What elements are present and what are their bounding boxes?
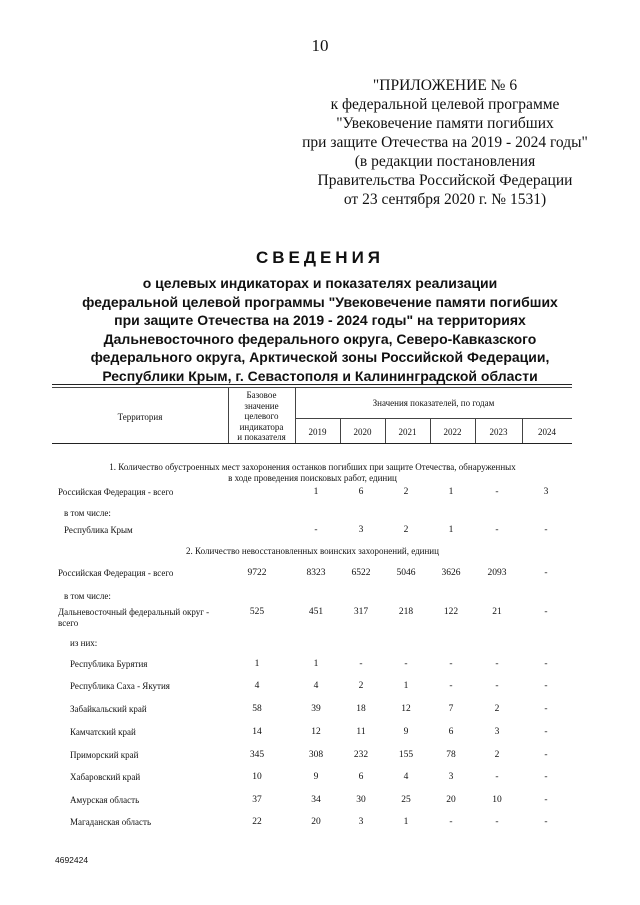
cell-year-value: 2 <box>494 750 500 760</box>
cell-year-value: - <box>314 525 318 535</box>
cell-year-value: 39 <box>311 704 321 714</box>
cell-year-value: 12 <box>401 704 411 714</box>
header-values-by-year: Значения показателей, по годам <box>372 398 495 408</box>
cell-year-value: 6522 <box>351 568 371 578</box>
cell-year-value: 3 <box>358 525 364 535</box>
appendix-line: "Увековечение памяти погибших <box>336 115 554 132</box>
appendix-line: при защите Отечества на 2019 - 2024 годы" <box>302 134 588 151</box>
cell-year-value: 78 <box>446 750 456 760</box>
cell-year-value: 2 <box>494 704 500 714</box>
row-label <box>58 487 173 498</box>
row-label-text: Дальневосточный федеральный округ - <box>58 607 210 617</box>
header-base-line: Базовое <box>246 390 277 400</box>
row-label-text: Амурская область <box>70 795 140 805</box>
cell-year-value: 10 <box>492 795 502 805</box>
cell-year-value: - <box>495 817 499 827</box>
cell-year-value: - <box>404 659 408 669</box>
cell-year-value: 6 <box>358 487 364 497</box>
cell-year-value: 3626 <box>441 568 461 578</box>
cell-year-value: 21 <box>492 607 502 617</box>
cell-year-value: 3 <box>448 772 454 782</box>
row-label <box>70 727 136 738</box>
appendix-heading <box>290 76 600 209</box>
row-label-text: Республика Крым <box>64 525 133 535</box>
cell-year-value: - <box>544 772 548 782</box>
cell-year-value: 1 <box>403 681 409 691</box>
cell-year-value: - <box>544 607 548 617</box>
cell-year-value: - <box>544 795 548 805</box>
cell-year-value: 34 <box>311 795 321 805</box>
cell-base-value: 22 <box>252 817 262 827</box>
header-year: 2024 <box>538 427 556 437</box>
header-year: 2021 <box>398 427 417 437</box>
row-label-text: Республика Саха - Якутия <box>70 681 170 691</box>
cell-year-value: 30 <box>356 795 366 805</box>
appendix-line: от 23 сентября 2020 г. № 1531) <box>343 191 547 208</box>
cell-year-value: 2093 <box>487 568 507 578</box>
row-label <box>58 607 209 629</box>
cell-year-value: 2 <box>403 525 409 535</box>
header-year: 2023 <box>489 427 508 437</box>
row-label <box>70 659 147 670</box>
cell-base-value: 1 <box>254 659 260 669</box>
subtitle-line: Дальневосточного федерального округа, Северо-Кавказского <box>103 330 537 347</box>
subtitle-line: при защите Отечества на 2019 - 2024 годы" на территориях <box>114 312 526 328</box>
cell-year-value: - <box>449 817 453 827</box>
cell-year-value: 1 <box>448 525 454 535</box>
cell-base-value: 10 <box>252 772 262 782</box>
row-label <box>70 681 170 692</box>
cell-year-value: 308 <box>308 750 324 760</box>
cell-year-value: - <box>544 817 548 827</box>
cell-year-value: 2 <box>403 487 409 497</box>
cell-year-value: 9 <box>313 772 319 782</box>
subtitle-line: федеральной целевой программы "Увековечение памяти погибших <box>82 293 558 310</box>
section-title <box>70 462 555 484</box>
section-title-line: 1. Количество обустроенных мест захоронения останков погибших при защите Отечества, обнаруженных <box>109 462 516 472</box>
row-label-text: Магаданская область <box>70 817 152 827</box>
document-subtitle <box>40 274 600 385</box>
row-label-text: Республика Бурятия <box>70 659 148 669</box>
cell-year-value: 4 <box>403 772 409 782</box>
cell-year-value: - <box>449 681 453 691</box>
cell-year-value: 3 <box>494 727 500 737</box>
row-label <box>58 568 173 579</box>
cell-year-value: 3 <box>358 817 364 827</box>
cell-year-value: - <box>544 659 548 669</box>
cell-year-value: 8323 <box>306 568 326 578</box>
row-label-text: в том числе: <box>64 508 111 518</box>
row-label <box>64 508 111 519</box>
cell-year-value: 218 <box>398 607 414 617</box>
row-label <box>70 772 140 783</box>
cell-base-value: 9722 <box>247 568 267 578</box>
row-label-text: в том числе: <box>64 591 111 601</box>
document-title: СВЕДЕНИЯ <box>255 248 385 267</box>
header-base-line: целевого <box>244 411 279 421</box>
appendix-line: к федеральной целевой программе <box>330 96 560 113</box>
row-label <box>70 817 151 828</box>
row-label <box>70 704 147 715</box>
cell-year-value: 1 <box>313 659 319 669</box>
header-base-line: значение <box>244 400 279 411</box>
row-label <box>70 750 138 761</box>
cell-year-value: 12 <box>311 727 321 737</box>
appendix-line: "ПРИЛОЖЕНИЕ № 6 <box>372 77 518 94</box>
header-year: 2020 <box>353 427 372 437</box>
header-base-line: и показателя <box>237 432 286 442</box>
cell-year-value: - <box>495 681 499 691</box>
section-title-line: в ходе проведения поисковых работ, единиц <box>228 473 397 483</box>
cell-year-value: 7 <box>448 704 454 714</box>
row-label-text: из них: <box>70 638 98 648</box>
row-label-text: Камчатский край <box>70 727 136 737</box>
cell-year-value: 6 <box>448 727 454 737</box>
section-title-line: 2. Количество невосстановленных воинских захоронений, единиц <box>186 546 439 556</box>
cell-year-value: - <box>544 727 548 737</box>
cell-year-value: 1 <box>403 817 409 827</box>
cell-year-value: - <box>544 568 548 578</box>
row-label-text: Российская Федерация - всего <box>58 568 174 578</box>
row-label <box>70 638 97 649</box>
cell-year-value: 3 <box>543 487 549 497</box>
cell-year-value: - <box>544 681 548 691</box>
cell-year-value: 11 <box>356 727 366 737</box>
cell-year-value: 4 <box>313 681 319 691</box>
cell-year-value: 122 <box>443 607 459 617</box>
document-code: 4692424 <box>55 855 89 865</box>
appendix-line: Правительства Российской Федерации <box>317 172 573 189</box>
cell-year-value: 451 <box>308 607 324 617</box>
header-year: 2019 <box>308 427 327 437</box>
row-label <box>64 525 133 536</box>
cell-base-value: 58 <box>252 704 262 714</box>
cell-year-value: - <box>495 772 499 782</box>
cell-year-value: 232 <box>353 750 369 760</box>
row-label-text: Российская Федерация - всего <box>58 487 174 497</box>
cell-base-value: 37 <box>252 795 262 805</box>
row-label <box>64 591 111 602</box>
cell-year-value: 25 <box>401 795 411 805</box>
cell-base-value: 525 <box>249 607 265 617</box>
cell-year-value: 5046 <box>396 568 416 578</box>
cell-base-value: 345 <box>249 750 265 760</box>
cell-year-value: - <box>495 525 499 535</box>
cell-year-value: 1 <box>448 487 454 497</box>
header-base-line: индикатора <box>239 421 284 432</box>
row-label-text: Забайкальский край <box>70 704 147 714</box>
subtitle-line: федерального округа, Арктической зоны Российской Федерации, <box>90 349 550 365</box>
row-label-text: всего <box>58 618 79 628</box>
cell-year-value: 1 <box>313 487 319 497</box>
cell-year-value: - <box>544 525 548 535</box>
cell-year-value: - <box>495 487 499 497</box>
cell-year-value: 20 <box>446 795 456 805</box>
cell-year-value: 20 <box>311 817 321 827</box>
header-territory: Территория <box>117 412 163 422</box>
appendix-line: (в редакции постановления <box>354 153 536 170</box>
subtitle-line: о целевых индикаторах и показателях реализации <box>142 275 498 291</box>
header-year: 2022 <box>443 427 462 437</box>
row-label-text: Хабаровский край <box>70 772 141 782</box>
cell-year-value: - <box>449 659 453 669</box>
cell-year-value: 9 <box>403 727 409 737</box>
page-number: 10 <box>311 36 329 55</box>
subtitle-line: Республики Крым, г. Севастополя и Калининградской области <box>102 367 538 384</box>
cell-year-value: - <box>495 659 499 669</box>
header-base-value <box>228 390 295 443</box>
table-top-rule <box>52 387 572 388</box>
cell-year-value: 6 <box>358 772 364 782</box>
cell-year-value: 155 <box>398 750 414 760</box>
cell-year-value: 18 <box>356 704 366 714</box>
cell-year-value: - <box>359 659 363 669</box>
cell-year-value: 2 <box>358 681 364 691</box>
document-title-block <box>40 248 600 385</box>
section-title <box>70 546 555 557</box>
table-top-rule <box>52 384 572 385</box>
header-sub-rule <box>295 418 572 419</box>
cell-year-value: 317 <box>353 607 369 617</box>
table-header-bottom-rule <box>52 443 572 444</box>
cell-base-value: 4 <box>254 681 260 691</box>
cell-base-value: 14 <box>252 727 262 737</box>
row-label <box>70 795 139 806</box>
row-label-text: Приморский край <box>70 750 139 760</box>
cell-year-value: - <box>544 750 548 760</box>
cell-year-value: - <box>544 704 548 714</box>
